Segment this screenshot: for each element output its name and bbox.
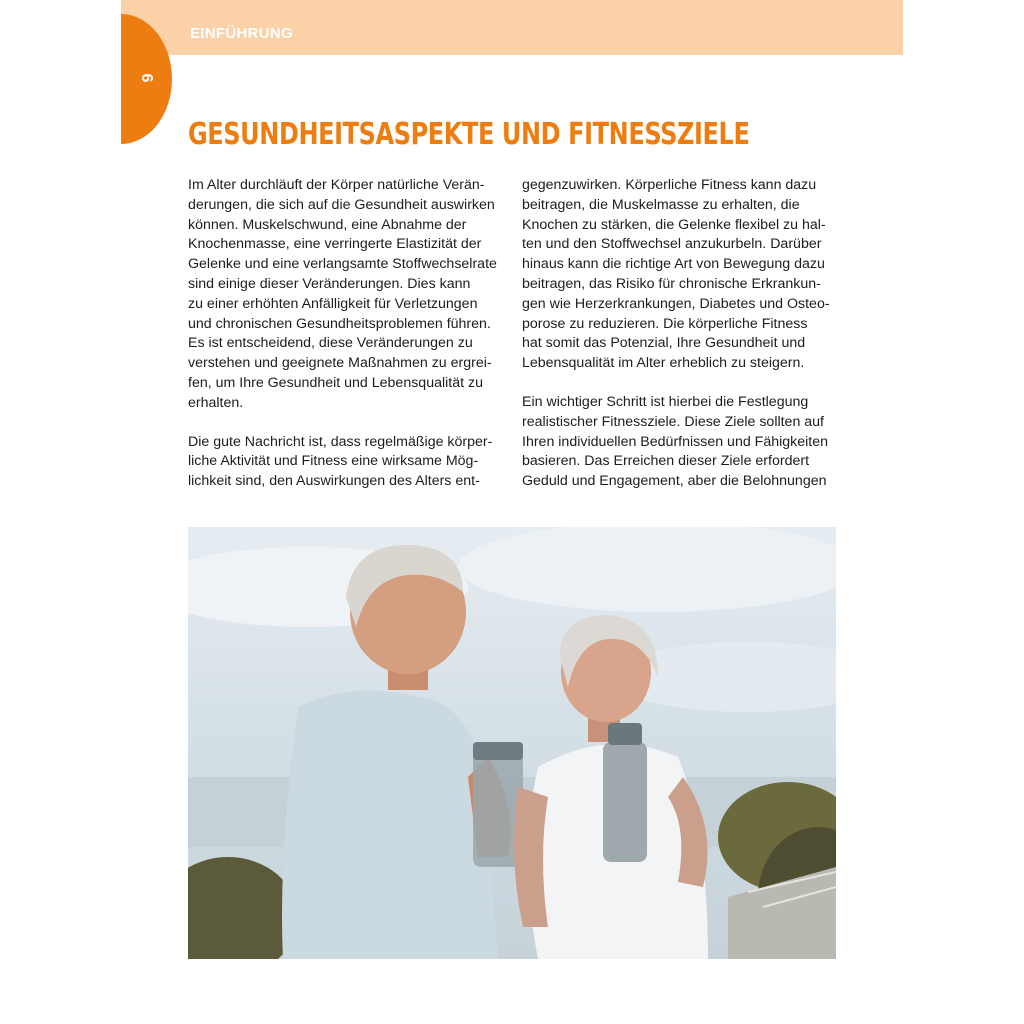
text-line: beitragen, die Muskelmasse zu erhalten, die [522,196,800,213]
text-line: Ein wichtiger Schritt ist hierbei die Festlegung [522,393,809,410]
right-text-column [522,176,842,492]
text-line: verstehen und geeignete Maßnahmen zu ergrei- [188,355,492,372]
photo-senior-couple-with-water-bottles [188,527,836,959]
text-line: Ihren individuellen Bedürfnissen und Fähigkeiten [522,433,829,450]
article-title: GESUNDHEITSASPEKTE UND FITNESSZIELE [188,117,750,152]
text-line: ten und den Stoffwechsel anzukurbeln. Darüber [522,236,822,253]
text-line: Lebensqualität im Alter erheblich zu steigern. [522,355,805,372]
text-line: liche Aktivität und Fitness eine wirksame Mög- [188,453,479,470]
text-line: Knochenmasse, eine verringerte Elastizität der [188,236,482,253]
left-text-column [188,176,508,492]
text-line: hat somit das Potenzial, Ihre Gesundheit und [522,335,806,352]
text-line: Gelenke und eine verlangsamte Stoffwechselrate [188,256,497,273]
text-line: zu einer erhöhten Anfälligkeit für Verletzungen [188,295,478,312]
text-line: Knochen zu stärken, die Gelenke flexibel zu hal- [522,216,826,233]
text-line: gen wie Herzerkrankungen, Diabetes und Osteo- [522,295,830,312]
paragraph-gap [522,374,842,393]
text-line: fen, um Ihre Gesundheit und Lebensqualität zu [188,374,483,391]
text-line: realistischer Fitnessziele. Diese Ziele sollten auf [522,413,825,430]
text-line: sind einige dieser Veränderungen. Dies kann [188,275,471,292]
text-line: können. Muskelschwund, eine Abnahme der [188,216,467,233]
text-line: lichkeit sind, den Auswirkungen des Alters ent- [188,473,480,490]
page-number: 6 [138,73,155,83]
text-line: Im Alter durchläuft der Körper natürliche Verän- [188,177,485,193]
text-line: gegenzuwirken. Körperliche Fitness kann dazu [522,177,817,193]
text-line: hinaus kann die richtige Art von Bewegung dazu [522,256,825,273]
text-line: Es ist entscheidend, diese Veränderungen zu [188,335,473,352]
section-label: EINFÜHRUNG [190,25,293,42]
text-line: erhalten. [188,394,244,411]
text-line: basieren. Das Erreichen dieser Ziele erfordert [522,453,810,470]
text-line: derungen, die sich auf die Gesundheit auswirken [188,196,495,213]
text-line: Die gute Nachricht ist, dass regelmäßige körper- [188,433,493,450]
paragraph-gap [188,414,508,433]
text-line: porose zu reduzieren. Die körperliche Fitness [522,315,808,332]
text-line: und chronischen Gesundheitsproblemen führen. [188,315,491,332]
text-line: beitragen, das Risiko für chronische Erkrankun- [522,275,821,292]
text-line: Geduld und Engagement, aber die Belohnungen [522,473,827,490]
